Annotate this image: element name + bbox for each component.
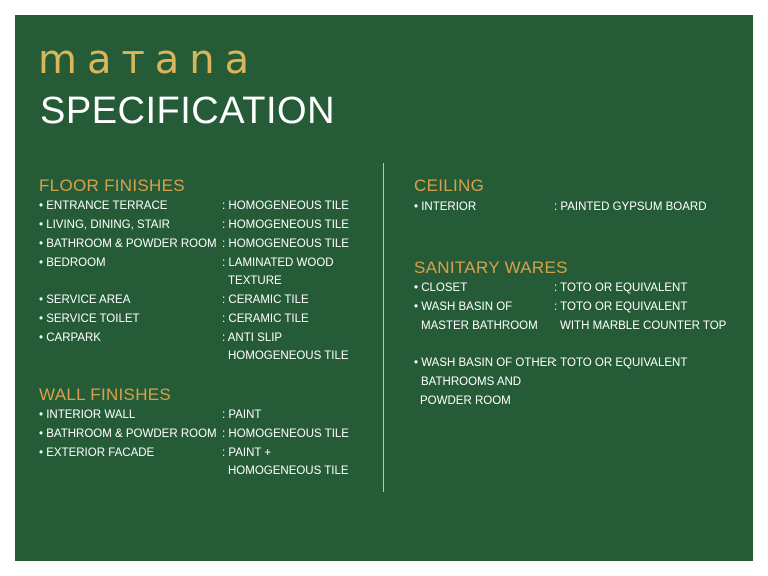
row-value: : LAMINATED WOOD xyxy=(222,257,334,269)
row-label: • LIVING, DINING, STAIR xyxy=(39,219,170,231)
row-value-cont: HOMOGENEOUS TILE xyxy=(228,465,349,477)
row-label: • BATHROOM & POWDER ROOM xyxy=(39,238,217,250)
row-value-cont: WITH MARBLE COUNTER TOP xyxy=(560,320,727,332)
row-value: : PAINT xyxy=(222,409,262,421)
row-label-cont: BATHROOMS AND xyxy=(421,376,522,388)
row-value: : CERAMIC TILE xyxy=(222,313,309,325)
row-value: : HOMOGENEOUS TILE xyxy=(222,428,349,440)
row-label: • INTERIOR xyxy=(414,201,477,213)
wall-finishes-heading: WALL FINISHES xyxy=(39,385,172,404)
row-value: : PAINTED GYPSUM BOARD xyxy=(554,201,707,213)
row-value-cont: HOMOGENEOUS TILE xyxy=(228,350,349,362)
row-label: • SERVICE AREA xyxy=(39,294,131,306)
row-value-cont: TEXTURE xyxy=(228,275,282,287)
row-label: • EXTERIOR FACADE xyxy=(39,447,155,459)
row-value: : PAINT + xyxy=(222,447,272,459)
brand-logo: maтana xyxy=(38,37,260,83)
row-label: • WASH BASIN OF xyxy=(414,301,513,313)
row-label: • CLOSET xyxy=(414,282,468,294)
row-label: • SERVICE TOILET xyxy=(39,313,140,325)
row-value: : HOMOGENEOUS TILE xyxy=(222,219,349,231)
row-value: : TOTO OR EQUIVALENT xyxy=(554,282,688,294)
floor-finishes-heading: FLOOR FINISHES xyxy=(39,176,185,195)
row-value: : CERAMIC TILE xyxy=(222,294,309,306)
row-value: : TOTO OR EQUIVALENT xyxy=(554,301,688,313)
row-value: : HOMOGENEOUS TILE xyxy=(222,200,349,212)
ceiling-heading: CEILING xyxy=(414,176,485,195)
column-divider xyxy=(383,163,384,492)
row-value: : HOMOGENEOUS TILE xyxy=(222,238,349,250)
sanitary-wares-heading: SANITARY WARES xyxy=(414,258,568,277)
row-label: • BEDROOM xyxy=(39,257,106,269)
row-value: : TOTO OR EQUIVALENT xyxy=(554,357,688,369)
row-label: • INTERIOR WALL xyxy=(39,409,136,421)
row-label: • CARPARK xyxy=(39,332,101,344)
row-label-cont: POWDER ROOM xyxy=(420,395,511,407)
page-title: SPECIFICATION xyxy=(40,90,336,132)
row-label: • ENTRANCE TERRACE xyxy=(39,200,168,212)
row-value: : ANTI SLIP xyxy=(222,332,283,344)
row-label: • BATHROOM & POWDER ROOM xyxy=(39,428,217,440)
row-label-cont: MASTER BATHROOM xyxy=(421,320,538,332)
row-label: • WASH BASIN OF OTHER xyxy=(414,357,556,369)
